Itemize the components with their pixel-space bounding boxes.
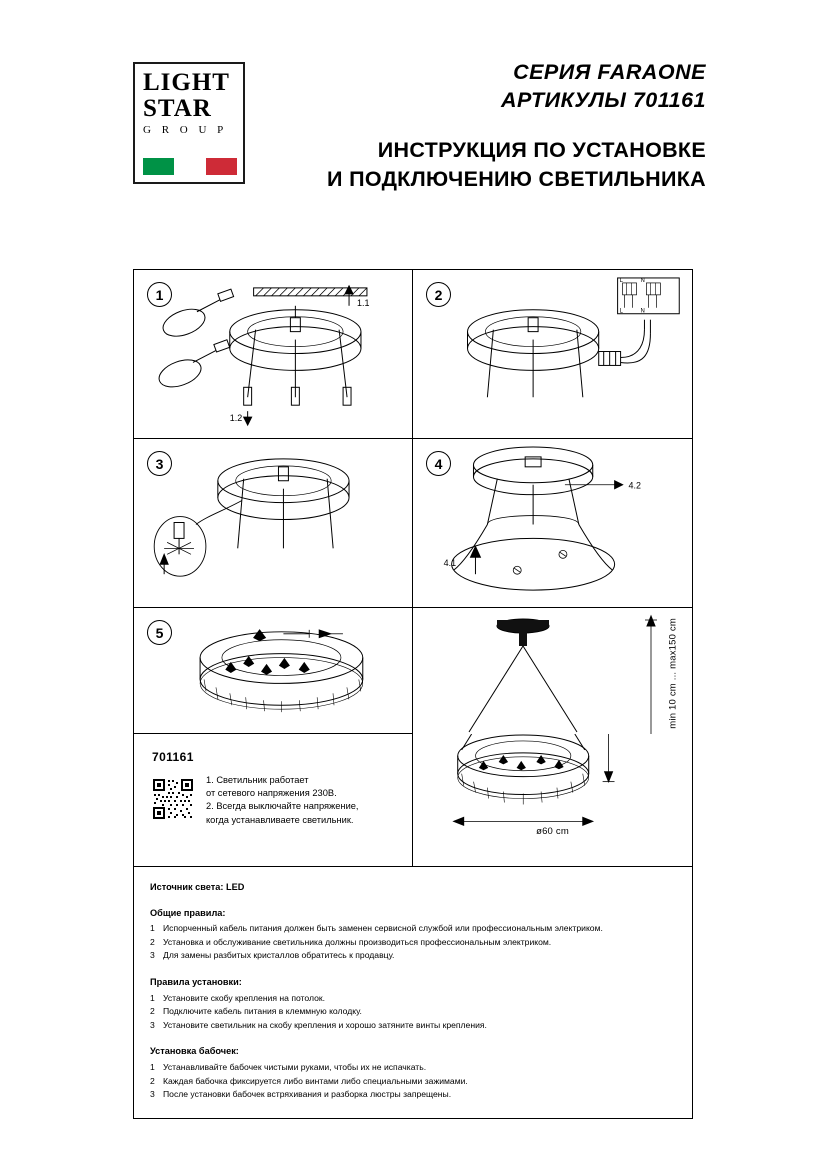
qr-code-icon <box>152 778 194 820</box>
section-title-butterflies: Установка бабочек: <box>150 1046 239 1057</box>
butterfly-item-3: После установки бабочек встряхивания и разборка люстры запрещены. <box>163 1089 452 1100</box>
step-4-badge: 4 <box>426 451 451 476</box>
series-title: СЕРИЯ FARAONE <box>513 60 706 84</box>
info-text-panel <box>134 867 692 1118</box>
light-source-line <box>150 881 676 894</box>
diameter-dimension-label: ø60 cm <box>536 826 569 837</box>
logo-line-2: STAR <box>143 95 212 122</box>
step-1-badge: 1 <box>147 282 172 307</box>
general-item-2: Установка и обслуживание светильника должны производиться профессиональным электриком. <box>163 936 552 947</box>
product-note-panel <box>134 734 413 867</box>
product-note-text <box>206 774 396 827</box>
install-item-2: Подключите кабель питания в клеммную колодку. <box>163 1006 362 1017</box>
step-2-badge: 2 <box>426 282 451 307</box>
step-1-panel <box>134 270 413 439</box>
svg-text:N: N <box>640 308 645 315</box>
diagram-row-3 <box>134 608 692 734</box>
title-block <box>186 58 706 194</box>
svg-text:1.1: 1.1 <box>357 297 370 308</box>
list-item: 3 Установите светильник на скобу крепления и хорошо затяните винты крепления. <box>150 1019 487 1030</box>
step-2-panel <box>413 270 692 439</box>
step-3-panel <box>134 439 413 608</box>
list-item: 1 Установите скобу крепления на потолок. <box>150 992 326 1003</box>
svg-text:N: N <box>640 277 645 284</box>
page-header <box>0 0 826 230</box>
svg-text:4.2: 4.2 <box>628 480 641 491</box>
step-4-illustration <box>413 439 692 607</box>
section-list-butterflies <box>150 1061 676 1101</box>
general-item-1: Испорченный кабель питания должен быть заменен сервисной службой или профессиональным электриком. <box>163 923 603 934</box>
step-3-illustration <box>134 439 412 607</box>
diagram-row-5 <box>134 867 692 1118</box>
product-dimension-panel-top <box>413 608 692 734</box>
butterfly-item-1: Устанавливайте бабочек чистыми руками, чтобы их не испачкать. <box>163 1061 427 1072</box>
height-dimension-label: min 10 cm ... max150 cm <box>668 618 679 729</box>
list-item: 2 Подключите кабель питания в клеммную колодку. <box>150 1006 362 1017</box>
list-item: 2 Каждая бабочка фиксируется либо винтами либо специальными зажимами. <box>150 1075 468 1086</box>
note-line-2: от сетевого напряжения 230В. <box>206 788 337 799</box>
section-title-install: Правила установки: <box>150 976 242 987</box>
note-line-1: 1. Светильник работает <box>206 775 309 785</box>
svg-text:1.2: 1.2 <box>229 413 243 424</box>
list-item: 3 Для замены разбитых кристаллов обратитесь к продавцу. <box>150 950 395 961</box>
logo-line-1: LIGHT <box>143 69 230 96</box>
article-title: АРТИКУЛЫ 701161 <box>500 88 706 112</box>
install-item-3: Установите светильник на скобу крепления и хорошо затяните винты крепления. <box>163 1019 487 1030</box>
instruction-diagram-frame <box>133 269 693 1119</box>
product-dimension-panel-bottom <box>413 734 692 867</box>
step-2-illustration <box>413 270 692 438</box>
step-5-badge: 5 <box>147 620 172 645</box>
section-title-general: Общие правила: <box>150 907 226 918</box>
butterfly-item-2: Каждая бабочка фиксируется либо винтами либо специальными зажимами. <box>163 1075 468 1086</box>
step-5-illustration <box>134 608 412 733</box>
note-line-4: когда устанавливаете светильник. <box>206 814 354 825</box>
instruction-title-line1: ИНСТРУКЦИЯ ПО УСТАНОВКЕ <box>377 138 706 162</box>
note-line-3: 2. Всегда выключайте напряжение, <box>206 801 359 812</box>
section-list-general <box>150 922 676 962</box>
list-item: 1 Испорченный кабель питания должен быть заменен сервисной службой или профессиональным электриком. <box>150 923 603 934</box>
step-4-panel <box>413 439 692 608</box>
instruction-title-line2: И ПОДКЛЮЧЕНИЮ СВЕТИЛЬНИКА <box>327 167 706 191</box>
svg-text:4.1: 4.1 <box>443 558 457 569</box>
list-item: 2 Установка и обслуживание светильника должны производиться профессиональным электриком. <box>150 936 552 947</box>
svg-text:L: L <box>619 277 623 284</box>
install-item-1: Установите скобу крепления на потолок. <box>163 992 326 1003</box>
diagram-row-2 <box>134 439 692 608</box>
svg-text:L: L <box>619 308 623 315</box>
list-item: 1 Устанавливайте бабочек чистыми руками, чтобы их не испачкать. <box>150 1061 427 1072</box>
logo-line-3: G R O U P <box>143 124 228 136</box>
diagram-row-1 <box>134 270 692 439</box>
hanging-lamp-illustration-bottom <box>413 734 692 866</box>
general-item-3: Для замены разбитых кристаллов обратитесь к продавцу. <box>163 950 395 961</box>
product-code: 701161 <box>152 750 194 764</box>
step-1-illustration <box>134 270 412 438</box>
list-item: 3 После установки бабочек встряхивания и разборка люстры запрещены. <box>150 1089 452 1100</box>
diagram-row-4 <box>134 734 692 867</box>
step-5-panel <box>134 608 413 734</box>
hanging-lamp-illustration-top <box>413 608 692 734</box>
step-3-badge: 3 <box>147 451 172 476</box>
light-source-label: Источник света: <box>150 882 224 892</box>
section-list-install <box>150 992 676 1032</box>
light-source-value: LED <box>226 882 245 892</box>
